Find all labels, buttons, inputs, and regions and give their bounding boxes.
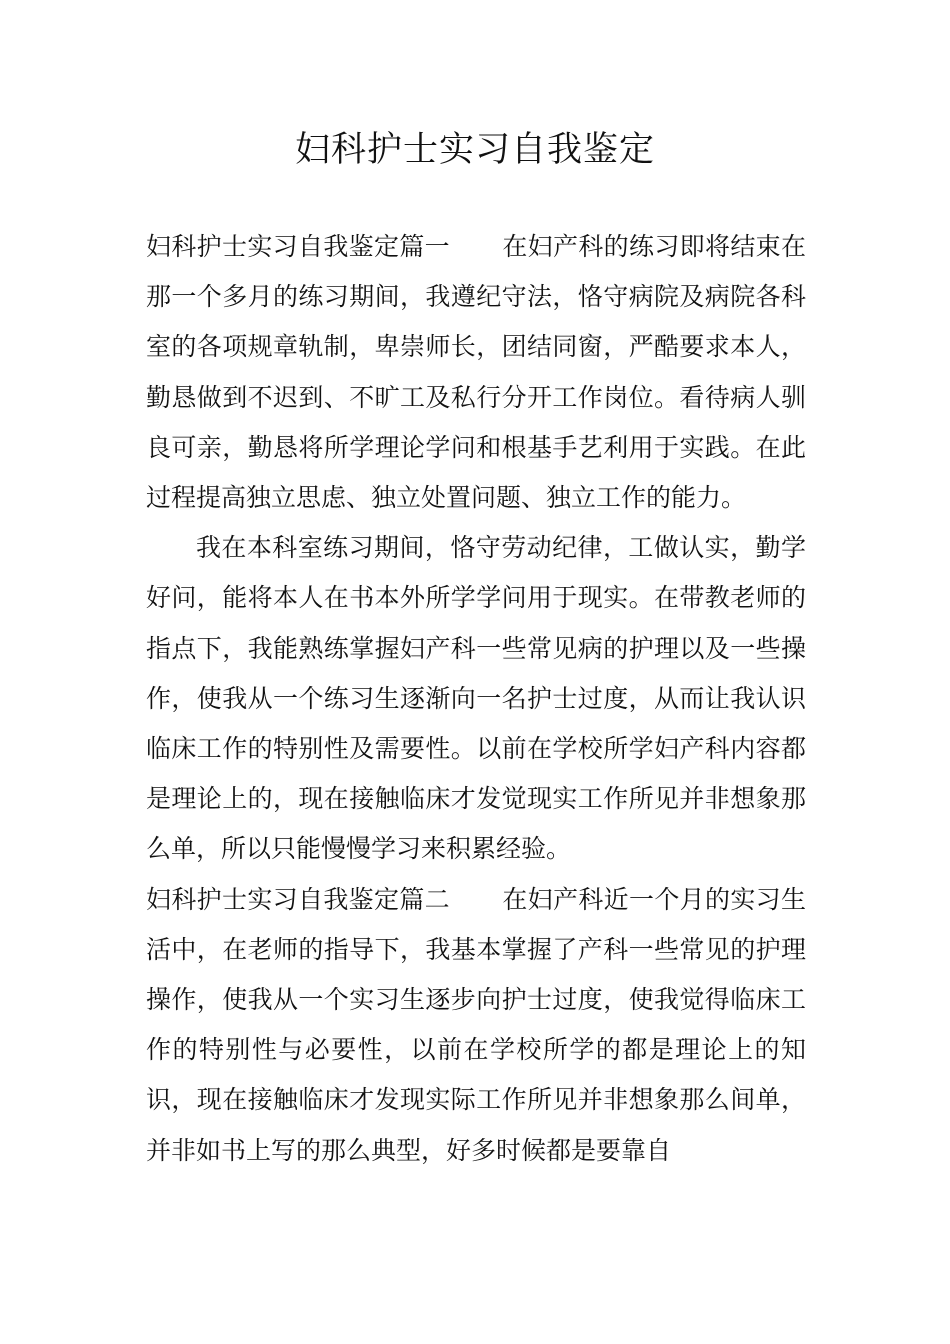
section-2-heading: 妇科护士实习自我鉴定篇二 bbox=[146, 884, 450, 914]
document-title: 妇科护士实习自我鉴定 bbox=[294, 130, 655, 170]
section-1-paragraph-1 bbox=[146, 222, 806, 523]
section-1-text-1: 在妇产科的练习即将结束在那一个多月的练习期间，我遵纪守法，恪守病院及病院各科室的各项规章轨制，卑崇师长，团结同窗，严酷要求本人，勤恳做到不迟到、不旷工及私行分开工作岗位。看待病人驯良可亲，勤恳将所学理论学问和根基手艺利用于实践。在此过程提高独立思虑、独立处置问题、独立工作的能力。 bbox=[146, 232, 806, 513]
section-1-heading: 妇科护士实习自我鉴定篇一 bbox=[146, 232, 450, 261]
section-2-text-1: 在妇产科近一个月的实习生活中，在老师的指导下，我基本掌握了产科一些常见的护理操作，使我从一个实习生逐步向护士过度，使我觉得临床工作的特别性与必要性，以前在学校所学的都是理论上的知识，现在接触临床才发现实际工作所见并非想象那么间单，并非如书上写的那么典型，好多时候都是要靠自 bbox=[146, 884, 806, 1165]
section-2-paragraph-1 bbox=[146, 875, 806, 1176]
document-body bbox=[146, 222, 806, 1176]
section-1-paragraph-2: 我在本科室练习期间，恪守劳动纪律，工做认实，勤学好问，能将本人在书本外所学学问用于现实。在带教老师的指点下，我能熟练掌握妇产科一些常见病的护理以及一些操作，使我从一个练习生逐渐向一名护士过度，从而让我认识临床工作的特别性及需要性。以前在学校所学妇产科内容都是理论上的，现在接触临床才发觉现实工作所见并非想象那么单，所以只能慢慢学习来积累经验。 bbox=[146, 533, 806, 864]
